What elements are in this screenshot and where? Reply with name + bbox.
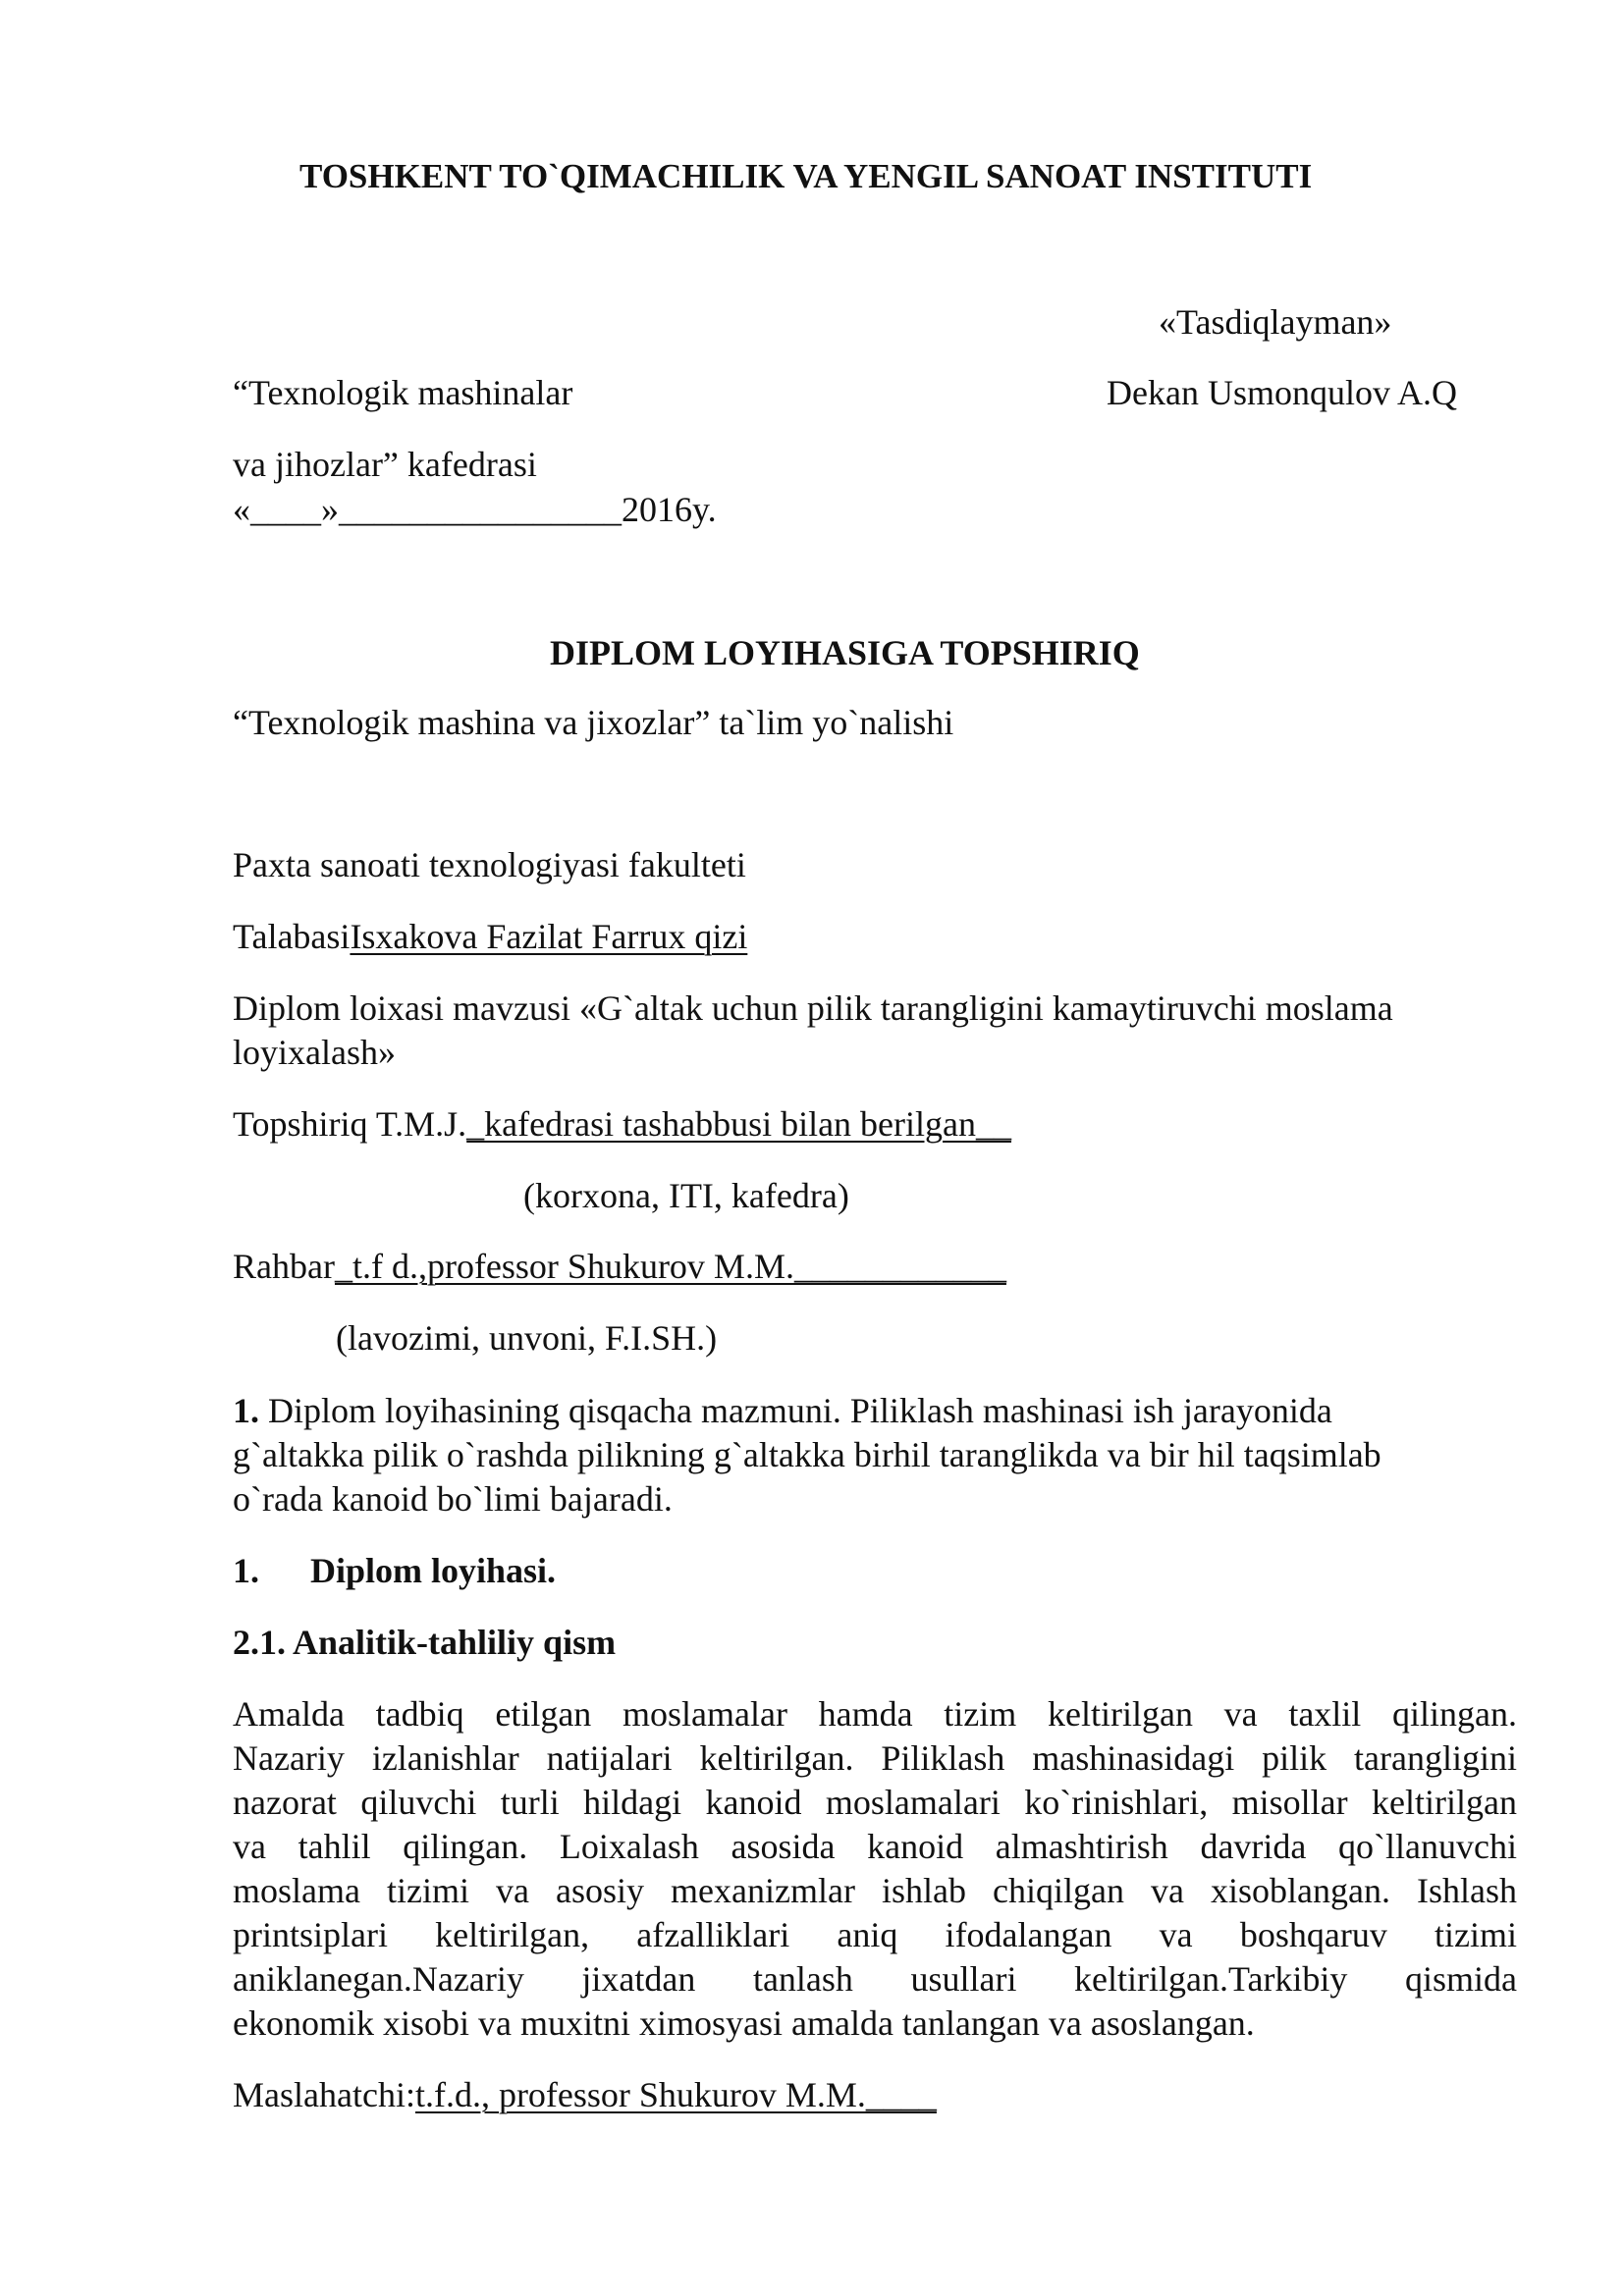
section-2-1-title: 2.1. Analitik-tahliliy qism (233, 1623, 617, 1662)
assignment-label: Topshiriq T.M.J. (233, 1104, 467, 1144)
approval-date-line: «____»________________2016y. (233, 490, 717, 529)
topic-line-1: Diplom loixasi mavzusi «G`altak uchun pilik tarangligini kamaytiruvchi moslama (233, 988, 1393, 1028)
summary-line-2: g`altakka pilik o`rashda pilikning g`altakka birhil taranglikda va bir hil taqsimlab (233, 1435, 1381, 1474)
document-title: DIPLOM LOYIHASIGA TOPSHIRIQ (550, 633, 1140, 672)
topic-line-2: loyixalash» (233, 1033, 396, 1072)
body-line-4: va tahlil qilingan. Loixalash asosida kanoid almashtirish davrida qo`llanuvchi (233, 1827, 1517, 1866)
department-line-2: va jihozlar” kafedrasi (233, 445, 537, 484)
body-line-3: nazorat qiluvchi turli hildagi kanoid moslamalari ko`rinishlari, misollar keltirilgan (233, 1783, 1517, 1822)
section-1-number: 1. (233, 1551, 259, 1590)
supervisor-hint: (lavozimi, unvoni, F.I.SH.) (336, 1318, 718, 1358)
summary-line-3: o`rada kanoid bo`limi bajaradi. (233, 1479, 673, 1519)
student-line (233, 915, 747, 958)
education-direction: “Texnologik mashina va jixozlar” ta`lim yo`nalishi (233, 703, 954, 742)
body-line-6: printsiplari keltirilgan, afzalliklari aniq ifodalangan va boshqaruv tizimi (233, 1915, 1517, 1954)
body-line-5: moslama tizimi va asosiy mexanizmlar ishlab chiqilgan va xisoblangan. Ishlash (233, 1871, 1517, 1910)
consultant-line (233, 2073, 937, 2116)
department-line-1: “Texnologik mashinalar (233, 373, 573, 412)
student-name: Isxakova Fazilat Farrux qizi (350, 917, 748, 956)
student-label: Talabasi (233, 917, 351, 956)
assignment-value: _kafedrasi tashabbusi bilan berilgan__ (466, 1104, 1012, 1144)
assignment-line (233, 1102, 1011, 1146)
body-line-1: Amalda tadbiq etilgan moslamalar hamda tizim keltirilgan va taxlil qilingan. (233, 1694, 1517, 1734)
supervisor-value: _t.f d.,professor Shukurov M.M.____________ (334, 1247, 1006, 1286)
faculty-line: Paxta sanoati texnologiyasi fakulteti (233, 845, 746, 884)
institute-title: TOSHKENT TO`QIMACHILIK VA YENGIL SANOAT INSTITUTI (299, 157, 1313, 195)
consultant-value: t.f.d., professor Shukurov M.M.____ (414, 2075, 937, 2114)
assignment-hint: (korxona, ITI, kafedra) (523, 1176, 849, 1215)
section-1-title: Diplom loyihasi. (310, 1551, 557, 1590)
body-line-8: ekonomik xisobi va muxitni ximosyasi amalda tanlangan va asoslangan. (233, 2003, 1255, 2043)
consultant-label: Maslahatchi: (233, 2075, 415, 2114)
supervisor-label: Rahbar (233, 1247, 335, 1286)
supervisor-line (233, 1245, 1006, 1288)
summary-number: 1. (233, 1391, 259, 1430)
summary-line-1 (233, 1389, 1332, 1432)
approval-label: «Tasdiqlayman» (1159, 302, 1392, 342)
body-line-2: Nazariy izlanishlar natijalari keltirilgan. Piliklash mashinasidagi pilik tarangligini (233, 1738, 1517, 1778)
body-line-7: aniklanegan.Nazariy jixatdan tanlash usullari keltirilgan.Tarkibiy qismida (233, 1959, 1517, 1999)
dean-signature: Dekan Usmonqulov A.Q (1107, 373, 1457, 412)
summary-text-1: Diplom loyihasining qisqacha mazmuni. Piliklash mashinasi ish jarayonida (259, 1391, 1332, 1430)
